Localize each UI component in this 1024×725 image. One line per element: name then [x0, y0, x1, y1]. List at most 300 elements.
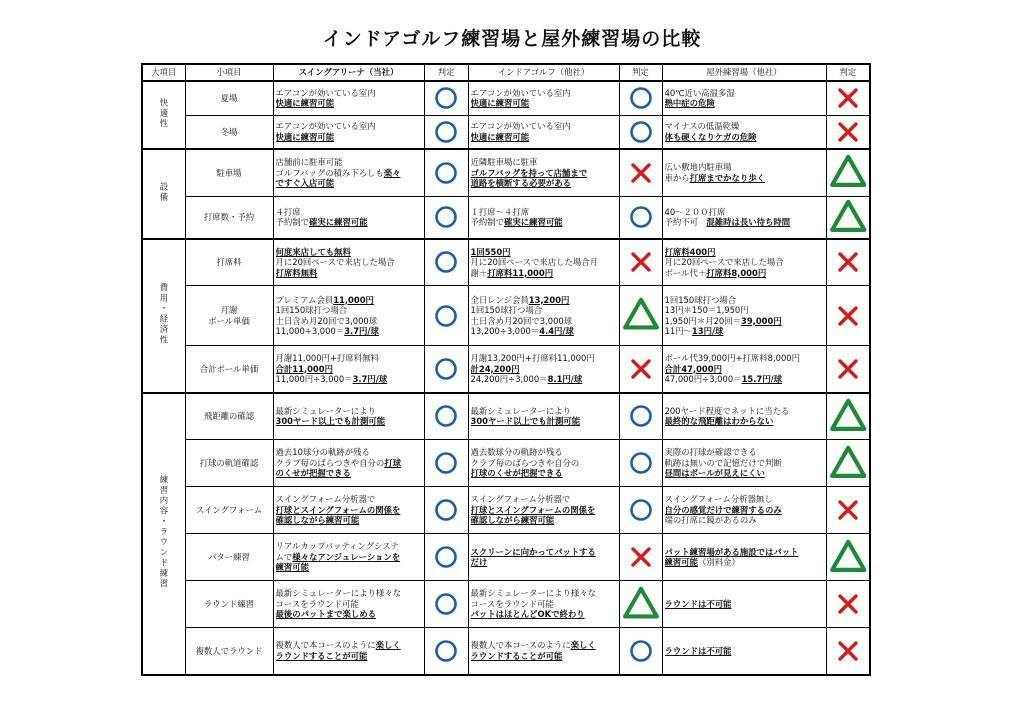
table-row: [142, 149, 870, 196]
circle-mark-icon: [629, 451, 653, 475]
plain-text: スイングフォーム分析器で: [275, 494, 376, 505]
plain-text: 最新シミュレーターにより: [470, 405, 571, 416]
ours-judgement: [424, 149, 468, 196]
plain-text: 端の打席に鏡があるのみ: [664, 515, 757, 526]
description-line: [665, 416, 824, 427]
item-label: 月謝: [220, 305, 238, 315]
description-line: [276, 207, 422, 218]
indoor-judgement: [619, 115, 662, 149]
item-label: 合計ボール単価: [199, 363, 259, 374]
description-line: [471, 599, 617, 610]
description-line: [276, 178, 422, 189]
cross-mark-icon: [629, 250, 653, 274]
cross-mark-icon: [836, 357, 860, 381]
description-line: [471, 217, 617, 228]
category-label: 快適性: [158, 98, 169, 130]
circle-mark-icon: [629, 639, 653, 663]
description-line: [665, 207, 824, 218]
indoor-judgement: [619, 581, 662, 628]
description-line: [665, 646, 824, 657]
plain-text: スイングフォーム分析器で: [470, 494, 571, 505]
category-cell: [142, 239, 185, 393]
description-line: [471, 640, 617, 651]
ours-judgement: [424, 628, 468, 675]
ours-judgement: [424, 440, 468, 487]
circle-mark-icon: [434, 250, 458, 274]
emphasis-text: 打球とスイングフォームの関係を: [470, 504, 596, 515]
description-line: [665, 374, 824, 385]
description-line: [276, 257, 422, 268]
plain-text: マイナスの低温乾燥: [664, 121, 740, 132]
description-line: [276, 609, 422, 620]
description-line: [471, 121, 617, 132]
description-line: [276, 168, 422, 179]
circle-mark-icon: [434, 451, 458, 475]
description-line: [471, 88, 617, 99]
emphasis-text: 13円/球: [691, 326, 724, 336]
plain-text: 13,200÷3,000＝: [470, 326, 540, 336]
emphasis-text: 快適に練習可能: [470, 98, 530, 109]
description-line: [665, 515, 824, 526]
description-line: [471, 157, 617, 168]
ours-judgement: [424, 81, 468, 115]
table-row: [142, 81, 870, 115]
plain-text: エアコンが効いている室内: [275, 87, 376, 98]
plain-text: 1,950円＊月20回＝: [664, 315, 742, 326]
description-line: [471, 257, 617, 268]
plain-text: ４打席: [275, 206, 301, 217]
emphasis-text: 様々なアンジュレーションを: [292, 551, 401, 562]
outdoor-description: [662, 286, 826, 346]
plain-text: 月謝11,000円+打席料無料: [275, 353, 379, 363]
indoor-description: [468, 196, 619, 239]
outdoor-description: [662, 581, 826, 628]
emphasis-text: 確実に練習可能: [309, 217, 368, 227]
plain-text: 土日含め月20回で3,000球: [275, 315, 378, 326]
emphasis-text: ラウンドすることが可能: [470, 650, 563, 661]
ours-description: [273, 286, 424, 346]
circle-mark-icon: [629, 86, 653, 110]
emphasis-text: 快適に練習可能: [275, 98, 335, 109]
description-line: [665, 98, 824, 109]
triangle-mark-icon: [829, 152, 868, 191]
plain-text: 40～２００打席: [664, 206, 726, 217]
ours-description: [273, 115, 424, 149]
ours-judgement: [424, 346, 468, 393]
item-cell: [185, 628, 273, 675]
plain-text: 予約制で: [275, 217, 309, 227]
plain-text: ボール代39,000円+打席料8,000円: [664, 353, 801, 363]
cross-mark-icon: [629, 357, 653, 381]
description-line: [665, 494, 824, 505]
plain-text: （別料金）: [698, 557, 740, 567]
indoor-description: [468, 581, 619, 628]
emphasis-text: 合計11,000円: [275, 363, 333, 374]
description-line: [665, 599, 824, 610]
plain-text: 店舗前に駐車可能: [275, 157, 343, 167]
description-line: [471, 247, 617, 258]
description-line: [471, 295, 617, 306]
description-line: [665, 88, 824, 99]
outdoor-description: [662, 196, 826, 239]
description-line: [471, 178, 617, 189]
emphasis-text: 打席までかなり歩く: [689, 172, 765, 183]
plain-text: コースをラウンド可能: [275, 598, 359, 609]
table-row: [142, 628, 870, 675]
ours-judgement: [424, 581, 468, 628]
plain-text: エアコンが効いている室内: [470, 87, 571, 98]
emphasis-text: ですぐ入店可能: [275, 178, 335, 188]
item-cell: [185, 239, 273, 286]
description-line: [665, 132, 824, 143]
circle-mark-icon: [434, 639, 458, 663]
outdoor-judgement: [826, 534, 870, 581]
outdoor-judgement: [826, 196, 870, 239]
plain-text: 過去10球分の軌跡が残る: [275, 447, 370, 458]
indoor-description: [468, 239, 619, 286]
plain-text: 200ヤード程度でネットに当たる: [664, 405, 790, 416]
cross-mark-icon: [836, 250, 860, 274]
description-line: [665, 458, 824, 469]
emphasis-text: 4.4円/球: [539, 326, 574, 336]
emphasis-text: 1回550円: [470, 246, 511, 257]
emphasis-text: のくせが把握できる: [275, 468, 351, 479]
indoor-judgement: [619, 440, 662, 487]
item-label: 打席数・予約: [203, 211, 255, 222]
circle-mark-icon: [629, 120, 653, 144]
header-outdoor: 屋外練習場（他社）: [662, 64, 826, 81]
description-line: [276, 247, 422, 258]
outdoor-description: [662, 534, 826, 581]
item-cell: [185, 346, 273, 393]
table-row: [142, 440, 870, 487]
description-line: [276, 599, 422, 610]
description-line: [665, 257, 824, 268]
description-line: [276, 505, 422, 516]
cross-mark-icon: [629, 545, 653, 569]
outdoor-judgement: [826, 149, 870, 196]
plain-text: 軌跡は無いので記憶だけで判断: [664, 457, 782, 468]
description-line: [665, 295, 824, 306]
outdoor-description: [662, 487, 826, 534]
cross-mark-icon: [836, 120, 860, 144]
plain-text: 最新シミュレーターにより様々な: [275, 588, 401, 599]
header-row: [142, 64, 870, 81]
description-line: [276, 458, 422, 469]
emphasis-text: 39,000円: [741, 315, 782, 326]
emphasis-text: 快適に練習可能: [470, 131, 530, 142]
plain-text: 広い敷地内駐車場: [664, 162, 732, 173]
description-line: [471, 547, 617, 558]
emphasis-text: 3.7円/球: [344, 326, 379, 336]
category-cell: [142, 81, 185, 149]
item-label: 飛距離の確認: [203, 411, 255, 421]
item-cell: [185, 393, 273, 440]
item-label: 複数人でラウンド: [195, 645, 263, 656]
description-line: [276, 494, 422, 505]
outdoor-judgement: [826, 581, 870, 628]
description-line: [276, 562, 422, 573]
description-line: [665, 468, 824, 479]
description-line: [665, 268, 824, 279]
item-label: ラウンド練習: [203, 598, 255, 609]
ours-description: [273, 81, 424, 115]
description-line: [665, 162, 824, 173]
ours-description: [273, 581, 424, 628]
indoor-judgement: [619, 534, 662, 581]
description-line: [276, 98, 422, 109]
description-line: [276, 316, 422, 327]
outdoor-description: [662, 628, 826, 675]
item-cell: [185, 81, 273, 115]
item-cell: [185, 196, 273, 239]
table-row: [142, 239, 870, 286]
outdoor-description: [662, 81, 826, 115]
plain-text: 近隣駐車場に駐車: [470, 157, 538, 167]
emphasis-text: 11,000円: [333, 294, 374, 305]
plain-text: 1回150球打つ場合: [470, 305, 543, 315]
plain-text: 予約制で: [470, 217, 504, 227]
emphasis-text: 確実に練習可能: [504, 217, 563, 227]
emphasis-text: ラウンドは不可能: [664, 598, 732, 609]
outdoor-judgement: [826, 487, 870, 534]
description-line: [665, 305, 824, 316]
item-cell: [185, 534, 273, 581]
plain-text: １打席～４打席: [470, 206, 530, 217]
item-cell: [185, 286, 273, 346]
plain-text: 月謝13,200円+打席料11,000円: [470, 353, 595, 363]
emphasis-text: 体も硬くなりケガの危険: [664, 131, 757, 142]
description-line: [471, 316, 617, 327]
indoor-description: [468, 286, 619, 346]
plain-text: 11円～: [664, 326, 692, 336]
triangle-mark-icon: [622, 295, 660, 333]
emphasis-text: 300ヤード以上でも計測可能: [470, 416, 581, 427]
circle-mark-icon: [629, 205, 653, 229]
plain-text: ゴルフバッグの積み下ろしも: [275, 167, 384, 178]
emphasis-text: パット練習場がある施設ではパット: [664, 546, 799, 557]
indoor-description: [468, 149, 619, 196]
ours-judgement: [424, 115, 468, 149]
circle-mark-icon: [434, 205, 458, 229]
emphasis-text: 道路を横断する必要がある: [470, 178, 571, 188]
header-ours: スイングアリーナ（当社）: [273, 64, 424, 81]
item-cell: [185, 440, 273, 487]
ours-description: [273, 628, 424, 675]
emphasis-text: 確認しながら練習可能: [275, 515, 360, 526]
ours-judgement: [424, 534, 468, 581]
circle-mark-icon: [434, 357, 458, 381]
description-line: [276, 295, 422, 306]
description-line: [276, 132, 422, 143]
emphasis-text: 熱中症の危険: [664, 98, 715, 109]
plain-text: 謝＋: [470, 267, 488, 278]
ours-description: [273, 487, 424, 534]
description-line: [471, 494, 617, 505]
emphasis-text: スクリーンに向かってパットする: [470, 546, 596, 557]
circle-mark-icon: [434, 498, 458, 522]
ours-judgement: [424, 286, 468, 346]
emphasis-text: 打席料400円: [664, 246, 716, 257]
emphasis-text: 練習可能: [275, 562, 309, 573]
table-row: [142, 346, 870, 393]
table-row: [142, 393, 870, 440]
item-cell: [185, 581, 273, 628]
emphasis-text: 打球とスイングフォームの関係を: [275, 504, 401, 515]
description-line: [471, 515, 617, 526]
emphasis-text: 13,200円: [528, 294, 570, 305]
outdoor-description: [662, 346, 826, 393]
circle-mark-icon: [629, 404, 653, 428]
plain-text: 予約不可: [664, 217, 707, 227]
plain-text: 13円＊150＝1,950円: [664, 305, 749, 315]
description-line: [665, 316, 824, 327]
emphasis-text: 打球: [384, 457, 402, 468]
description-line: [471, 305, 617, 316]
description-line: [665, 247, 824, 258]
item-label: 打席料: [216, 257, 242, 267]
emphasis-text: 混雑時は長い待ち時間: [706, 217, 791, 227]
item-cell: [185, 149, 273, 196]
ours-description: [273, 393, 424, 440]
plain-text: 月に20回ペースで来店した場合: [275, 257, 395, 267]
cross-mark-icon: [836, 639, 860, 663]
description-line: [276, 552, 422, 563]
indoor-judgement: [619, 149, 662, 196]
category-label: 練習内容・ラウンド練習: [158, 475, 169, 590]
triangle-mark-icon: [829, 396, 868, 435]
description-line: [665, 406, 824, 417]
plain-text: 複数人で本コースのように: [275, 640, 376, 651]
plain-text: 過去数球分の軌跡が残る: [470, 447, 563, 458]
emphasis-text: 8.1円/球: [547, 374, 583, 384]
emphasis-text: 打席料11,000円: [487, 267, 554, 278]
plain-text: スイングフォーム分析器無し: [664, 494, 773, 505]
outdoor-judgement: [826, 81, 870, 115]
item-label: 冬場: [220, 126, 238, 137]
ours-description: [273, 239, 424, 286]
description-line: [471, 268, 617, 279]
category-label: 設備: [158, 182, 169, 203]
ours-judgement: [424, 393, 468, 440]
emphasis-text: 最終的な飛距離はわからない: [664, 416, 774, 427]
description-line: [665, 121, 824, 132]
plain-text: 土日含め月20回で3,000球: [470, 315, 573, 326]
outdoor-description: [662, 393, 826, 440]
description-line: [665, 173, 824, 184]
emphasis-text: 確認しながら練習可能: [470, 515, 555, 526]
description-line: [471, 207, 617, 218]
ours-description: [273, 196, 424, 239]
description-line: [471, 557, 617, 568]
indoor-description: [468, 440, 619, 487]
table-row: [142, 115, 870, 149]
page-title: インドアゴルフ練習場と屋外練習場の比較: [322, 28, 702, 50]
plain-text: 47,000円÷3,000＝: [664, 374, 742, 384]
description-line: [276, 157, 422, 168]
item-label: 駐車場: [216, 167, 242, 178]
emphasis-text: 最後のパットまで楽しめる: [275, 609, 376, 620]
plain-text: コースをラウンド可能: [470, 598, 554, 609]
outdoor-judgement: [826, 239, 870, 286]
cross-mark-icon: [836, 592, 860, 616]
emphasis-text: 自分の感覚だけで練習するのみ: [664, 504, 782, 515]
emphasis-text: ラウンドは不可能: [664, 645, 732, 656]
indoor-judgement: [619, 81, 662, 115]
indoor-judgement: [619, 196, 662, 239]
header-item: 小項目: [185, 64, 273, 81]
outdoor-judgement: [826, 628, 870, 675]
indoor-description: [468, 81, 619, 115]
emphasis-text: だけ: [470, 557, 488, 567]
table-row: [142, 196, 870, 239]
table-row: [142, 534, 870, 581]
emphasis-text: 昼間はボールが見えにくい: [664, 468, 765, 479]
emphasis-text: 打席料無料: [275, 267, 318, 278]
circle-mark-icon: [434, 592, 458, 616]
description-line: [276, 353, 422, 364]
description-line: [276, 374, 422, 385]
description-line: [665, 505, 824, 516]
description-line: [276, 121, 422, 132]
plain-text: 11,000÷3,000＝: [275, 326, 345, 336]
ours-description: [273, 346, 424, 393]
emphasis-text: 練習可能: [664, 557, 698, 567]
header-indoor: インドアゴルフ（他社）: [468, 64, 619, 81]
description-line: [276, 364, 422, 375]
circle-mark-icon: [434, 161, 458, 185]
outdoor-judgement: [826, 286, 870, 346]
description-line: [276, 88, 422, 99]
category-label: 費用・経済性: [158, 283, 169, 346]
indoor-description: [468, 393, 619, 440]
indoor-description: [468, 534, 619, 581]
outdoor-description: [662, 115, 826, 149]
category-cell: [142, 149, 185, 239]
emphasis-text: 計24,200円: [470, 363, 520, 374]
indoor-judgement: [619, 487, 662, 534]
emphasis-text: 楽々: [383, 167, 401, 178]
circle-mark-icon: [434, 304, 458, 328]
description-line: [276, 217, 422, 228]
triangle-mark-icon: [829, 537, 868, 576]
emphasis-text: ラウンドすることが可能: [275, 650, 368, 661]
emphasis-text: 何度来店しても無料: [275, 246, 351, 257]
description-line: [665, 353, 824, 364]
plain-text: クラブ毎のばらつきや自分の: [470, 457, 580, 468]
indoor-description: [468, 346, 619, 393]
header-category: 大項目: [142, 64, 185, 81]
description-line: [471, 468, 617, 479]
description-line: [471, 98, 617, 109]
ours-description: [273, 534, 424, 581]
indoor-judgement: [619, 239, 662, 286]
plain-text: 最新シミュレーターにより: [275, 405, 376, 416]
description-line: [276, 651, 422, 662]
description-line: [471, 458, 617, 469]
header-judge-outdoor: 判定: [826, 64, 870, 81]
emphasis-text: 300ヤード以上でも計測可能: [275, 416, 386, 427]
description-line: [276, 326, 422, 337]
plain-text: エアコンが効いている室内: [470, 121, 571, 132]
plain-text: 最新シミュレーターにより様々な: [470, 588, 596, 599]
description-line: [471, 168, 617, 179]
item-cell: [185, 487, 273, 534]
outdoor-description: [662, 440, 826, 487]
description-line: [665, 364, 824, 375]
category-cell: [142, 393, 185, 675]
description-line: [276, 416, 422, 427]
